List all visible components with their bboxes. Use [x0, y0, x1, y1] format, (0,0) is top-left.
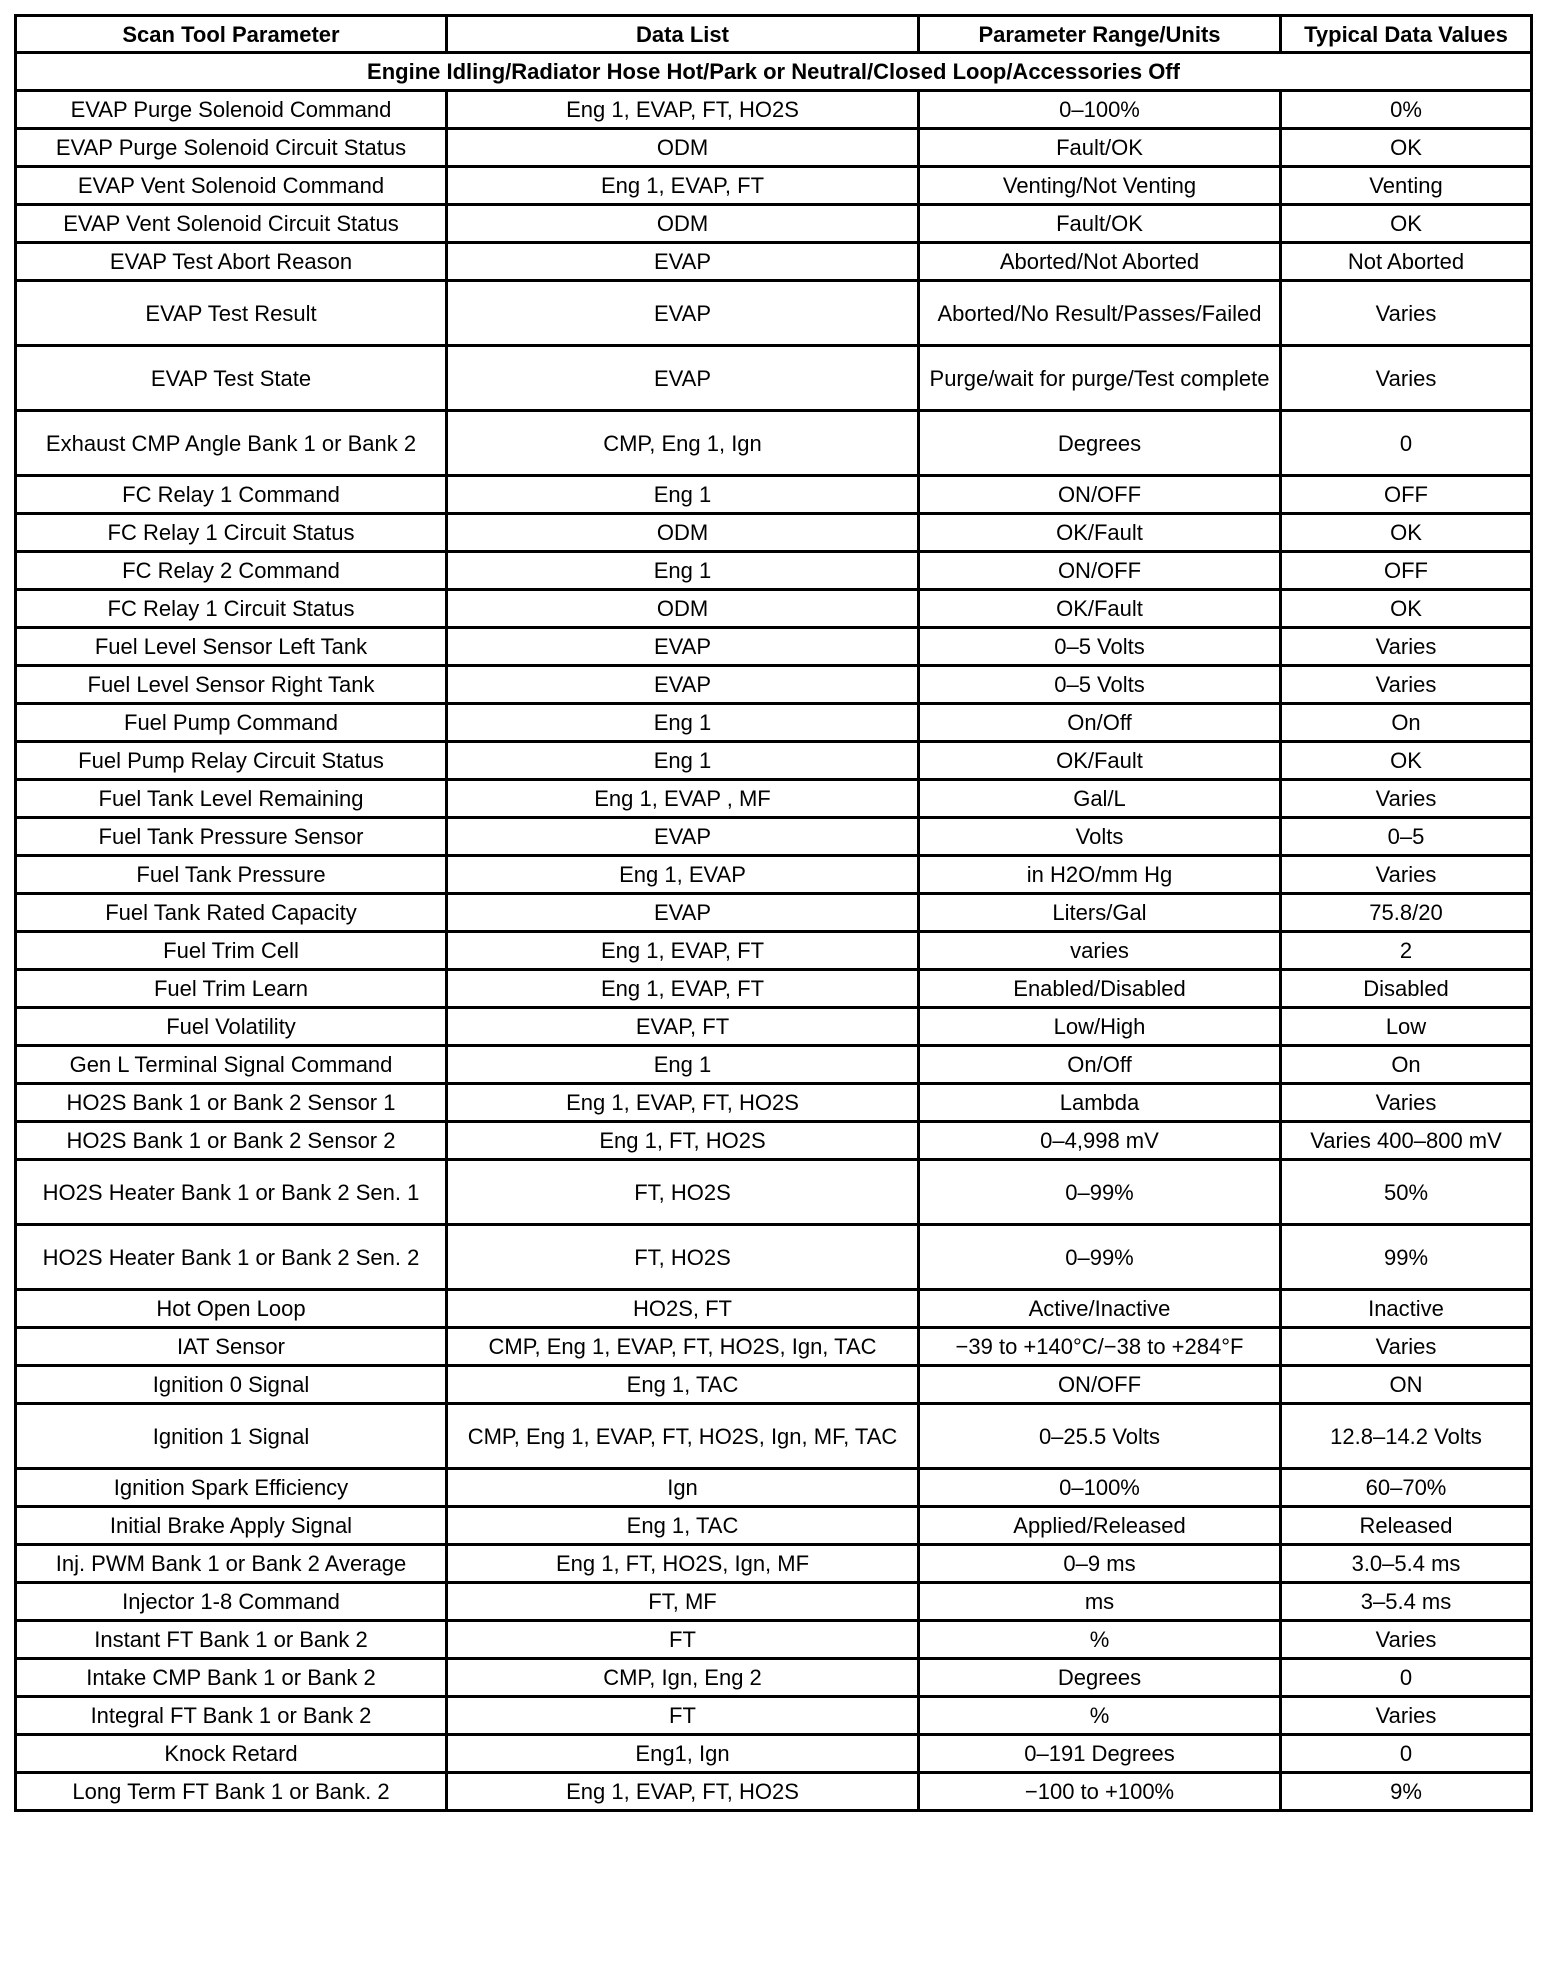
parameter-cell: Fuel Trim Learn: [16, 970, 447, 1008]
table-row: [16, 1735, 1532, 1773]
parameter-cell: Exhaust CMP Angle Bank 1 or Bank 2: [16, 411, 447, 476]
data-list-cell: Eng 1, EVAP, FT: [447, 167, 919, 205]
data-list-cell: Eng1, Ign: [447, 1735, 919, 1773]
table-row: [16, 1046, 1532, 1084]
parameter-cell: Hot Open Loop: [16, 1290, 447, 1328]
data-list-cell: HO2S, FT: [447, 1290, 919, 1328]
table-row: [16, 1290, 1532, 1328]
data-list-cell: Eng 1, EVAP, FT: [447, 970, 919, 1008]
parameter-cell: Initial Brake Apply Signal: [16, 1507, 447, 1545]
range-units-cell: %: [919, 1621, 1281, 1659]
parameter-cell: EVAP Vent Solenoid Circuit Status: [16, 205, 447, 243]
table-row: [16, 1773, 1532, 1811]
table-row: [16, 1008, 1532, 1046]
range-units-cell: in H2O/mm Hg: [919, 856, 1281, 894]
range-units-cell: 0–9 ms: [919, 1545, 1281, 1583]
typical-value-cell: Inactive: [1281, 1290, 1532, 1328]
range-units-cell: Volts: [919, 818, 1281, 856]
table-row: [16, 666, 1532, 704]
range-units-cell: Low/High: [919, 1008, 1281, 1046]
parameter-cell: FC Relay 2 Command: [16, 552, 447, 590]
range-units-cell: 0–100%: [919, 1469, 1281, 1507]
scan-tool-data-table: [14, 14, 1533, 1812]
table-row: [16, 590, 1532, 628]
table-row: [16, 1225, 1532, 1290]
data-list-cell: FT: [447, 1697, 919, 1735]
parameter-cell: Intake CMP Bank 1 or Bank 2: [16, 1659, 447, 1697]
table-row: [16, 129, 1532, 167]
typical-value-cell: Varies: [1281, 1621, 1532, 1659]
range-units-cell: Degrees: [919, 1659, 1281, 1697]
typical-value-cell: Varies: [1281, 628, 1532, 666]
range-units-cell: 0–100%: [919, 91, 1281, 129]
table-row: [16, 91, 1532, 129]
parameter-cell: Ignition 0 Signal: [16, 1366, 447, 1404]
parameter-cell: IAT Sensor: [16, 1328, 447, 1366]
data-list-cell: EVAP: [447, 346, 919, 411]
parameter-cell: Fuel Tank Level Remaining: [16, 780, 447, 818]
data-list-cell: CMP, Eng 1, EVAP, FT, HO2S, Ign, TAC: [447, 1328, 919, 1366]
typical-value-cell: Varies: [1281, 346, 1532, 411]
range-units-cell: OK/Fault: [919, 742, 1281, 780]
range-units-cell: −39 to +140°C/−38 to +284°F: [919, 1328, 1281, 1366]
data-list-cell: Eng 1: [447, 742, 919, 780]
table-row: [16, 1084, 1532, 1122]
table-row: [16, 1621, 1532, 1659]
table-row: [16, 628, 1532, 666]
table-row: [16, 552, 1532, 590]
typical-value-cell: On: [1281, 1046, 1532, 1084]
typical-value-cell: Varies: [1281, 780, 1532, 818]
typical-value-cell: 12.8–14.2 Volts: [1281, 1404, 1532, 1469]
table-row: [16, 1659, 1532, 1697]
data-list-cell: Eng 1, EVAP, FT, HO2S: [447, 1773, 919, 1811]
data-list-cell: EVAP: [447, 666, 919, 704]
parameter-cell: FC Relay 1 Circuit Status: [16, 514, 447, 552]
header-scan-tool-parameter: Scan Tool Parameter: [16, 16, 447, 53]
data-list-cell: EVAP: [447, 243, 919, 281]
range-units-cell: 0–5 Volts: [919, 666, 1281, 704]
parameter-cell: EVAP Test State: [16, 346, 447, 411]
data-list-cell: EVAP, FT: [447, 1008, 919, 1046]
typical-value-cell: OK: [1281, 590, 1532, 628]
table-row: [16, 411, 1532, 476]
range-units-cell: Aborted/Not Aborted: [919, 243, 1281, 281]
range-units-cell: Fault/OK: [919, 205, 1281, 243]
table-row: [16, 856, 1532, 894]
table-row: [16, 780, 1532, 818]
data-list-cell: EVAP: [447, 281, 919, 346]
typical-value-cell: 0%: [1281, 91, 1532, 129]
data-list-cell: Eng 1: [447, 552, 919, 590]
data-list-cell: ODM: [447, 205, 919, 243]
typical-value-cell: Varies: [1281, 1697, 1532, 1735]
data-list-cell: FT, HO2S: [447, 1225, 919, 1290]
data-list-cell: EVAP: [447, 818, 919, 856]
range-units-cell: Degrees: [919, 411, 1281, 476]
typical-value-cell: 0: [1281, 1659, 1532, 1697]
table-row: [16, 1469, 1532, 1507]
typical-value-cell: OK: [1281, 742, 1532, 780]
table-row: [16, 1697, 1532, 1735]
parameter-cell: Fuel Pump Relay Circuit Status: [16, 742, 447, 780]
parameter-cell: Instant FT Bank 1 or Bank 2: [16, 1621, 447, 1659]
typical-value-cell: Released: [1281, 1507, 1532, 1545]
range-units-cell: Gal/L: [919, 780, 1281, 818]
typical-value-cell: Not Aborted: [1281, 243, 1532, 281]
range-units-cell: On/Off: [919, 704, 1281, 742]
data-list-cell: EVAP: [447, 894, 919, 932]
range-units-cell: ON/OFF: [919, 552, 1281, 590]
data-list-cell: ODM: [447, 514, 919, 552]
table-row: [16, 1545, 1532, 1583]
parameter-cell: EVAP Test Result: [16, 281, 447, 346]
range-units-cell: Active/Inactive: [919, 1290, 1281, 1328]
table-row: [16, 894, 1532, 932]
data-list-cell: CMP, Eng 1, EVAP, FT, HO2S, Ign, MF, TAC: [447, 1404, 919, 1469]
range-units-cell: Fault/OK: [919, 129, 1281, 167]
typical-value-cell: OK: [1281, 514, 1532, 552]
header-parameter-range-units: Parameter Range/Units: [919, 16, 1281, 53]
typical-value-cell: Varies: [1281, 281, 1532, 346]
table-row: [16, 281, 1532, 346]
range-units-cell: 0–5 Volts: [919, 628, 1281, 666]
parameter-cell: Ignition 1 Signal: [16, 1404, 447, 1469]
parameter-cell: HO2S Heater Bank 1 or Bank 2 Sen. 1: [16, 1160, 447, 1225]
range-units-cell: OK/Fault: [919, 590, 1281, 628]
data-list-cell: FT: [447, 1621, 919, 1659]
parameter-cell: Ignition Spark Efficiency: [16, 1469, 447, 1507]
typical-value-cell: Varies: [1281, 1084, 1532, 1122]
typical-value-cell: Disabled: [1281, 970, 1532, 1008]
range-units-cell: Lambda: [919, 1084, 1281, 1122]
table-row: [16, 818, 1532, 856]
data-list-cell: Eng 1, EVAP, FT, HO2S: [447, 91, 919, 129]
table-row: [16, 742, 1532, 780]
parameter-cell: Fuel Tank Rated Capacity: [16, 894, 447, 932]
typical-value-cell: 9%: [1281, 1773, 1532, 1811]
range-units-cell: %: [919, 1697, 1281, 1735]
typical-value-cell: 0: [1281, 1735, 1532, 1773]
table-row: [16, 1122, 1532, 1160]
typical-value-cell: Varies 400–800 mV: [1281, 1122, 1532, 1160]
parameter-cell: Fuel Level Sensor Right Tank: [16, 666, 447, 704]
parameter-cell: Inj. PWM Bank 1 or Bank 2 Average: [16, 1545, 447, 1583]
range-units-cell: ms: [919, 1583, 1281, 1621]
data-list-cell: Eng 1, EVAP, FT, HO2S: [447, 1084, 919, 1122]
parameter-cell: Integral FT Bank 1 or Bank 2: [16, 1697, 447, 1735]
parameter-cell: Fuel Trim Cell: [16, 932, 447, 970]
typical-value-cell: On: [1281, 704, 1532, 742]
range-units-cell: 0–4,998 mV: [919, 1122, 1281, 1160]
typical-value-cell: 50%: [1281, 1160, 1532, 1225]
typical-value-cell: Varies: [1281, 856, 1532, 894]
parameter-cell: EVAP Test Abort Reason: [16, 243, 447, 281]
data-list-cell: Eng 1, TAC: [447, 1366, 919, 1404]
table-row: [16, 1583, 1532, 1621]
range-units-cell: 0–99%: [919, 1225, 1281, 1290]
data-list-cell: ODM: [447, 590, 919, 628]
typical-value-cell: 75.8/20: [1281, 894, 1532, 932]
range-units-cell: On/Off: [919, 1046, 1281, 1084]
table-row: [16, 1328, 1532, 1366]
table-row: [16, 1160, 1532, 1225]
data-list-cell: FT, HO2S: [447, 1160, 919, 1225]
range-units-cell: ON/OFF: [919, 1366, 1281, 1404]
data-list-cell: Eng 1, TAC: [447, 1507, 919, 1545]
data-list-cell: CMP, Ign, Eng 2: [447, 1659, 919, 1697]
header-data-list: Data List: [447, 16, 919, 53]
data-list-cell: ODM: [447, 129, 919, 167]
data-list-cell: FT, MF: [447, 1583, 919, 1621]
range-units-cell: OK/Fault: [919, 514, 1281, 552]
typical-value-cell: Varies: [1281, 1328, 1532, 1366]
table-row: [16, 514, 1532, 552]
parameter-cell: Knock Retard: [16, 1735, 447, 1773]
typical-value-cell: 3–5.4 ms: [1281, 1583, 1532, 1621]
table-row: [16, 1507, 1532, 1545]
range-units-cell: 0–99%: [919, 1160, 1281, 1225]
table-row: [16, 704, 1532, 742]
parameter-cell: HO2S Bank 1 or Bank 2 Sensor 2: [16, 1122, 447, 1160]
range-units-cell: −100 to +100%: [919, 1773, 1281, 1811]
parameter-cell: Fuel Level Sensor Left Tank: [16, 628, 447, 666]
range-units-cell: 0–25.5 Volts: [919, 1404, 1281, 1469]
parameter-cell: FC Relay 1 Command: [16, 476, 447, 514]
typical-value-cell: OK: [1281, 129, 1532, 167]
data-list-cell: Eng 1, EVAP , MF: [447, 780, 919, 818]
typical-value-cell: 2: [1281, 932, 1532, 970]
data-list-cell: Eng 1: [447, 704, 919, 742]
table-row: [16, 970, 1532, 1008]
parameter-cell: Fuel Tank Pressure: [16, 856, 447, 894]
data-list-cell: Eng 1, EVAP, FT: [447, 932, 919, 970]
data-list-cell: CMP, Eng 1, Ign: [447, 411, 919, 476]
table-row: [16, 1366, 1532, 1404]
typical-value-cell: Venting: [1281, 167, 1532, 205]
data-list-cell: Eng 1, FT, HO2S: [447, 1122, 919, 1160]
parameter-cell: Injector 1-8 Command: [16, 1583, 447, 1621]
range-units-cell: varies: [919, 932, 1281, 970]
range-units-cell: Liters/Gal: [919, 894, 1281, 932]
range-units-cell: Venting/Not Venting: [919, 167, 1281, 205]
table-row: [16, 932, 1532, 970]
typical-value-cell: Low: [1281, 1008, 1532, 1046]
parameter-cell: FC Relay 1 Circuit Status: [16, 590, 447, 628]
typical-value-cell: 0: [1281, 411, 1532, 476]
parameter-cell: Gen L Terminal Signal Command: [16, 1046, 447, 1084]
typical-value-cell: OFF: [1281, 552, 1532, 590]
table-row: [16, 346, 1532, 411]
data-list-cell: Eng 1: [447, 1046, 919, 1084]
parameter-cell: EVAP Purge Solenoid Circuit Status: [16, 129, 447, 167]
data-list-cell: Ign: [447, 1469, 919, 1507]
typical-value-cell: 3.0–5.4 ms: [1281, 1545, 1532, 1583]
header-row: [16, 16, 1532, 53]
typical-value-cell: 60–70%: [1281, 1469, 1532, 1507]
range-units-cell: Purge/wait for purge/Test complete: [919, 346, 1281, 411]
parameter-cell: Fuel Tank Pressure Sensor: [16, 818, 447, 856]
range-units-cell: 0–191 Degrees: [919, 1735, 1281, 1773]
typical-value-cell: 0–5: [1281, 818, 1532, 856]
data-list-cell: Eng 1, EVAP: [447, 856, 919, 894]
operating-condition: Engine Idling/Radiator Hose Hot/Park or Neutral/Closed Loop/Accessories Off: [16, 53, 1532, 91]
range-units-cell: Applied/Released: [919, 1507, 1281, 1545]
parameter-cell: Fuel Pump Command: [16, 704, 447, 742]
table-row: [16, 476, 1532, 514]
range-units-cell: Aborted/No Result/Passes/Failed: [919, 281, 1281, 346]
parameter-cell: Fuel Volatility: [16, 1008, 447, 1046]
range-units-cell: ON/OFF: [919, 476, 1281, 514]
typical-value-cell: Varies: [1281, 666, 1532, 704]
table-row: [16, 1404, 1532, 1469]
table-row: [16, 167, 1532, 205]
typical-value-cell: OK: [1281, 205, 1532, 243]
data-list-cell: EVAP: [447, 628, 919, 666]
table-row: [16, 243, 1532, 281]
parameter-cell: EVAP Vent Solenoid Command: [16, 167, 447, 205]
typical-value-cell: ON: [1281, 1366, 1532, 1404]
data-list-cell: Eng 1, FT, HO2S, Ign, MF: [447, 1545, 919, 1583]
condition-row: [16, 53, 1532, 91]
typical-value-cell: 99%: [1281, 1225, 1532, 1290]
typical-value-cell: OFF: [1281, 476, 1532, 514]
parameter-cell: HO2S Bank 1 or Bank 2 Sensor 1: [16, 1084, 447, 1122]
header-typical-data-values: Typical Data Values: [1281, 16, 1532, 53]
table-row: [16, 205, 1532, 243]
parameter-cell: EVAP Purge Solenoid Command: [16, 91, 447, 129]
parameter-cell: HO2S Heater Bank 1 or Bank 2 Sen. 2: [16, 1225, 447, 1290]
data-list-cell: Eng 1: [447, 476, 919, 514]
range-units-cell: Enabled/Disabled: [919, 970, 1281, 1008]
parameter-cell: Long Term FT Bank 1 or Bank. 2: [16, 1773, 447, 1811]
